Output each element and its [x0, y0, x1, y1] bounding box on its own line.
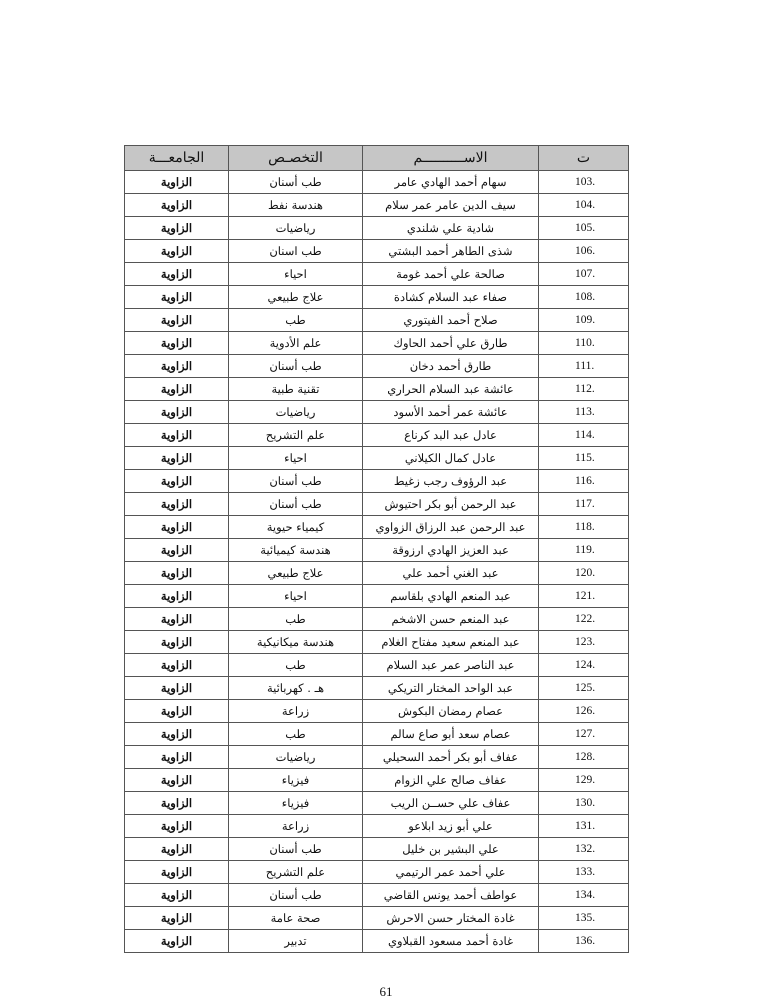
number-cell: 128.	[539, 746, 629, 769]
number-cell: 120.	[539, 562, 629, 585]
number-cell: 109.	[539, 309, 629, 332]
university-cell: الزاوية	[125, 677, 229, 700]
number-cell: 106.	[539, 240, 629, 263]
specialization-cell: علاج طبيعي	[229, 286, 363, 309]
name-cell: صلاح أحمد الفيتوري	[363, 309, 539, 332]
number-cell: 123.	[539, 631, 629, 654]
specialization-cell: طب اسنان	[229, 240, 363, 263]
specialization-cell: كيمياء حيوية	[229, 516, 363, 539]
number-cell: 103.	[539, 171, 629, 194]
university-cell: الزاوية	[125, 171, 229, 194]
table-row	[125, 930, 629, 953]
specialization-cell: تدبير	[229, 930, 363, 953]
number-cell: 110.	[539, 332, 629, 355]
page-number: 61	[379, 984, 393, 999]
specialization-cell: طب	[229, 723, 363, 746]
name-cell: عبد المنعم سعيد مفتاح الغلام	[363, 631, 539, 654]
university-cell: الزاوية	[125, 861, 229, 884]
number-cell: 108.	[539, 286, 629, 309]
number-cell: 126.	[539, 700, 629, 723]
name-cell: عبد العزيز الهادي ارزوقة	[363, 539, 539, 562]
table-row	[125, 240, 629, 263]
name-cell: علي أبو زيد ابلاعو	[363, 815, 539, 838]
name-cell: طارق أحمد دخان	[363, 355, 539, 378]
specialization-cell: طب	[229, 309, 363, 332]
number-cell: 121.	[539, 585, 629, 608]
name-cell: عبد الرحمن أبو بكر احتيوش	[363, 493, 539, 516]
number-cell: 134.	[539, 884, 629, 907]
university-cell: الزاوية	[125, 585, 229, 608]
university-cell: الزاوية	[125, 631, 229, 654]
table-row	[125, 378, 629, 401]
table-row	[125, 309, 629, 332]
number-cell: 115.	[539, 447, 629, 470]
specialization-cell: طب	[229, 608, 363, 631]
name-cell: عبد الرحمن عبد الرزاق الزواوي	[363, 516, 539, 539]
university-cell: الزاوية	[125, 309, 229, 332]
number-cell: 113.	[539, 401, 629, 424]
name-cell: علي أحمد عمر الرتيمي	[363, 861, 539, 884]
name-cell: عبد الرؤوف رجب زغيط	[363, 470, 539, 493]
name-cell: عصام رمضان البكوش	[363, 700, 539, 723]
table-row	[125, 194, 629, 217]
university-cell: الزاوية	[125, 240, 229, 263]
name-cell: غادة المختار حسن الاحرش	[363, 907, 539, 930]
specialization-cell: علاج طبيعي	[229, 562, 363, 585]
specialization-cell: احياء	[229, 447, 363, 470]
university-cell: الزاوية	[125, 930, 229, 953]
name-cell: عفاف أبو بكر أحمد السحيلي	[363, 746, 539, 769]
specialization-cell: زراعة	[229, 700, 363, 723]
header-name: الاســــــــــم	[363, 146, 539, 171]
university-cell: الزاوية	[125, 654, 229, 677]
table-row	[125, 401, 629, 424]
table-row	[125, 907, 629, 930]
table-row	[125, 631, 629, 654]
table-row	[125, 562, 629, 585]
name-cell: عواطف أحمد يونس القاضي	[363, 884, 539, 907]
table-row	[125, 447, 629, 470]
specialization-cell: صحة عامة	[229, 907, 363, 930]
university-cell: الزاوية	[125, 286, 229, 309]
student-roster-table	[124, 145, 629, 953]
number-cell: 125.	[539, 677, 629, 700]
university-cell: الزاوية	[125, 723, 229, 746]
university-cell: الزاوية	[125, 332, 229, 355]
specialization-cell: طب أسنان	[229, 838, 363, 861]
number-cell: 112.	[539, 378, 629, 401]
number-cell: 135.	[539, 907, 629, 930]
table-row	[125, 516, 629, 539]
specialization-cell: احياء	[229, 263, 363, 286]
number-cell: 107.	[539, 263, 629, 286]
specialization-cell: طب أسنان	[229, 470, 363, 493]
table-row	[125, 723, 629, 746]
university-cell: الزاوية	[125, 493, 229, 516]
specialization-cell: فيزياء	[229, 792, 363, 815]
number-cell: 133.	[539, 861, 629, 884]
table-row	[125, 171, 629, 194]
specialization-cell: طب أسنان	[229, 884, 363, 907]
specialization-cell: هـ . كهربائية	[229, 677, 363, 700]
university-cell: الزاوية	[125, 746, 229, 769]
university-cell: الزاوية	[125, 769, 229, 792]
table-row	[125, 769, 629, 792]
number-cell: 124.	[539, 654, 629, 677]
name-cell: شذى الطاهر أحمد البشتي	[363, 240, 539, 263]
university-cell: الزاوية	[125, 447, 229, 470]
specialization-cell: هندسة كيميائية	[229, 539, 363, 562]
number-cell: 118.	[539, 516, 629, 539]
name-cell: علي البشير بن خليل	[363, 838, 539, 861]
university-cell: الزاوية	[125, 884, 229, 907]
university-cell: الزاوية	[125, 263, 229, 286]
name-cell: سهام أحمد الهادي عامر	[363, 171, 539, 194]
name-cell: عبد المنعم الهادي بلقاسم	[363, 585, 539, 608]
number-cell: 132.	[539, 838, 629, 861]
number-cell: 114.	[539, 424, 629, 447]
specialization-cell: طب	[229, 654, 363, 677]
table-row	[125, 332, 629, 355]
specialization-cell: تقنية طبية	[229, 378, 363, 401]
table-row	[125, 746, 629, 769]
number-cell: 131.	[539, 815, 629, 838]
specialization-cell: هندسة ميكانيكية	[229, 631, 363, 654]
table-row	[125, 700, 629, 723]
specialization-cell: فيزياء	[229, 769, 363, 792]
table-row	[125, 286, 629, 309]
table-row	[125, 539, 629, 562]
table-row	[125, 424, 629, 447]
specialization-cell: رياضيات	[229, 746, 363, 769]
specialization-cell: طب أسنان	[229, 493, 363, 516]
table-row	[125, 884, 629, 907]
table-row	[125, 263, 629, 286]
specialization-cell: طب أسنان	[229, 171, 363, 194]
header-number: ت	[539, 146, 629, 171]
table-row	[125, 815, 629, 838]
name-cell: عبد الناصر عمر عبد السلام	[363, 654, 539, 677]
specialization-cell: علم الأدوية	[229, 332, 363, 355]
specialization-cell: زراعة	[229, 815, 363, 838]
table-row	[125, 608, 629, 631]
name-cell: عادل عبد البد كرناع	[363, 424, 539, 447]
university-cell: الزاوية	[125, 562, 229, 585]
header-university: الجامعـــة	[125, 146, 229, 171]
university-cell: الزاوية	[125, 401, 229, 424]
university-cell: الزاوية	[125, 516, 229, 539]
roster-body	[125, 171, 629, 953]
name-cell: عادل كمال الكيلاني	[363, 447, 539, 470]
specialization-cell: هندسة نفط	[229, 194, 363, 217]
name-cell: عائشة عمر أحمد الأسود	[363, 401, 539, 424]
table-row	[125, 493, 629, 516]
number-cell: 130.	[539, 792, 629, 815]
university-cell: الزاوية	[125, 539, 229, 562]
name-cell: عبد الواحد المختار التريكي	[363, 677, 539, 700]
number-cell: 104.	[539, 194, 629, 217]
specialization-cell: رياضيات	[229, 217, 363, 240]
table-row	[125, 217, 629, 240]
number-cell: 117.	[539, 493, 629, 516]
name-cell: عفاف صالح علي الزوام	[363, 769, 539, 792]
name-cell: عبد الغني أحمد علي	[363, 562, 539, 585]
name-cell: سيف الدين عامر عمر سلام	[363, 194, 539, 217]
university-cell: الزاوية	[125, 378, 229, 401]
table-row	[125, 654, 629, 677]
table-row	[125, 470, 629, 493]
number-cell: 136.	[539, 930, 629, 953]
university-cell: الزاوية	[125, 217, 229, 240]
specialization-cell: احياء	[229, 585, 363, 608]
number-cell: 122.	[539, 608, 629, 631]
table-row	[125, 355, 629, 378]
university-cell: الزاوية	[125, 355, 229, 378]
header-specialization: التخصـص	[229, 146, 363, 171]
university-cell: الزاوية	[125, 815, 229, 838]
university-cell: الزاوية	[125, 907, 229, 930]
table-row	[125, 677, 629, 700]
header-row	[125, 146, 629, 171]
name-cell: صفاء عبد السلام كشادة	[363, 286, 539, 309]
name-cell: طارق علي أحمد الحاوك	[363, 332, 539, 355]
name-cell: غادة أحمد مسعود القبلاوي	[363, 930, 539, 953]
number-cell: 119.	[539, 539, 629, 562]
name-cell: عفاف علي حســن الريب	[363, 792, 539, 815]
number-cell: 127.	[539, 723, 629, 746]
specialization-cell: طب أسنان	[229, 355, 363, 378]
name-cell: صالحة علي أحمد غومة	[363, 263, 539, 286]
table-row	[125, 792, 629, 815]
number-cell: 129.	[539, 769, 629, 792]
university-cell: الزاوية	[125, 608, 229, 631]
university-cell: الزاوية	[125, 700, 229, 723]
table-row	[125, 838, 629, 861]
name-cell: عبد المنعم حسن الاشخم	[363, 608, 539, 631]
specialization-cell: علم التشريح	[229, 424, 363, 447]
university-cell: الزاوية	[125, 792, 229, 815]
number-cell: 111.	[539, 355, 629, 378]
university-cell: الزاوية	[125, 838, 229, 861]
university-cell: الزاوية	[125, 424, 229, 447]
table-row	[125, 585, 629, 608]
name-cell: شادية علي شلندي	[363, 217, 539, 240]
specialization-cell: علم التشريح	[229, 861, 363, 884]
name-cell: عائشة عبد السلام الحراري	[363, 378, 539, 401]
table-row	[125, 861, 629, 884]
name-cell: عصام سعد أبو صاع سالم	[363, 723, 539, 746]
number-cell: 116.	[539, 470, 629, 493]
specialization-cell: رياضيات	[229, 401, 363, 424]
number-cell: 105.	[539, 217, 629, 240]
university-cell: الزاوية	[125, 470, 229, 493]
university-cell: الزاوية	[125, 194, 229, 217]
